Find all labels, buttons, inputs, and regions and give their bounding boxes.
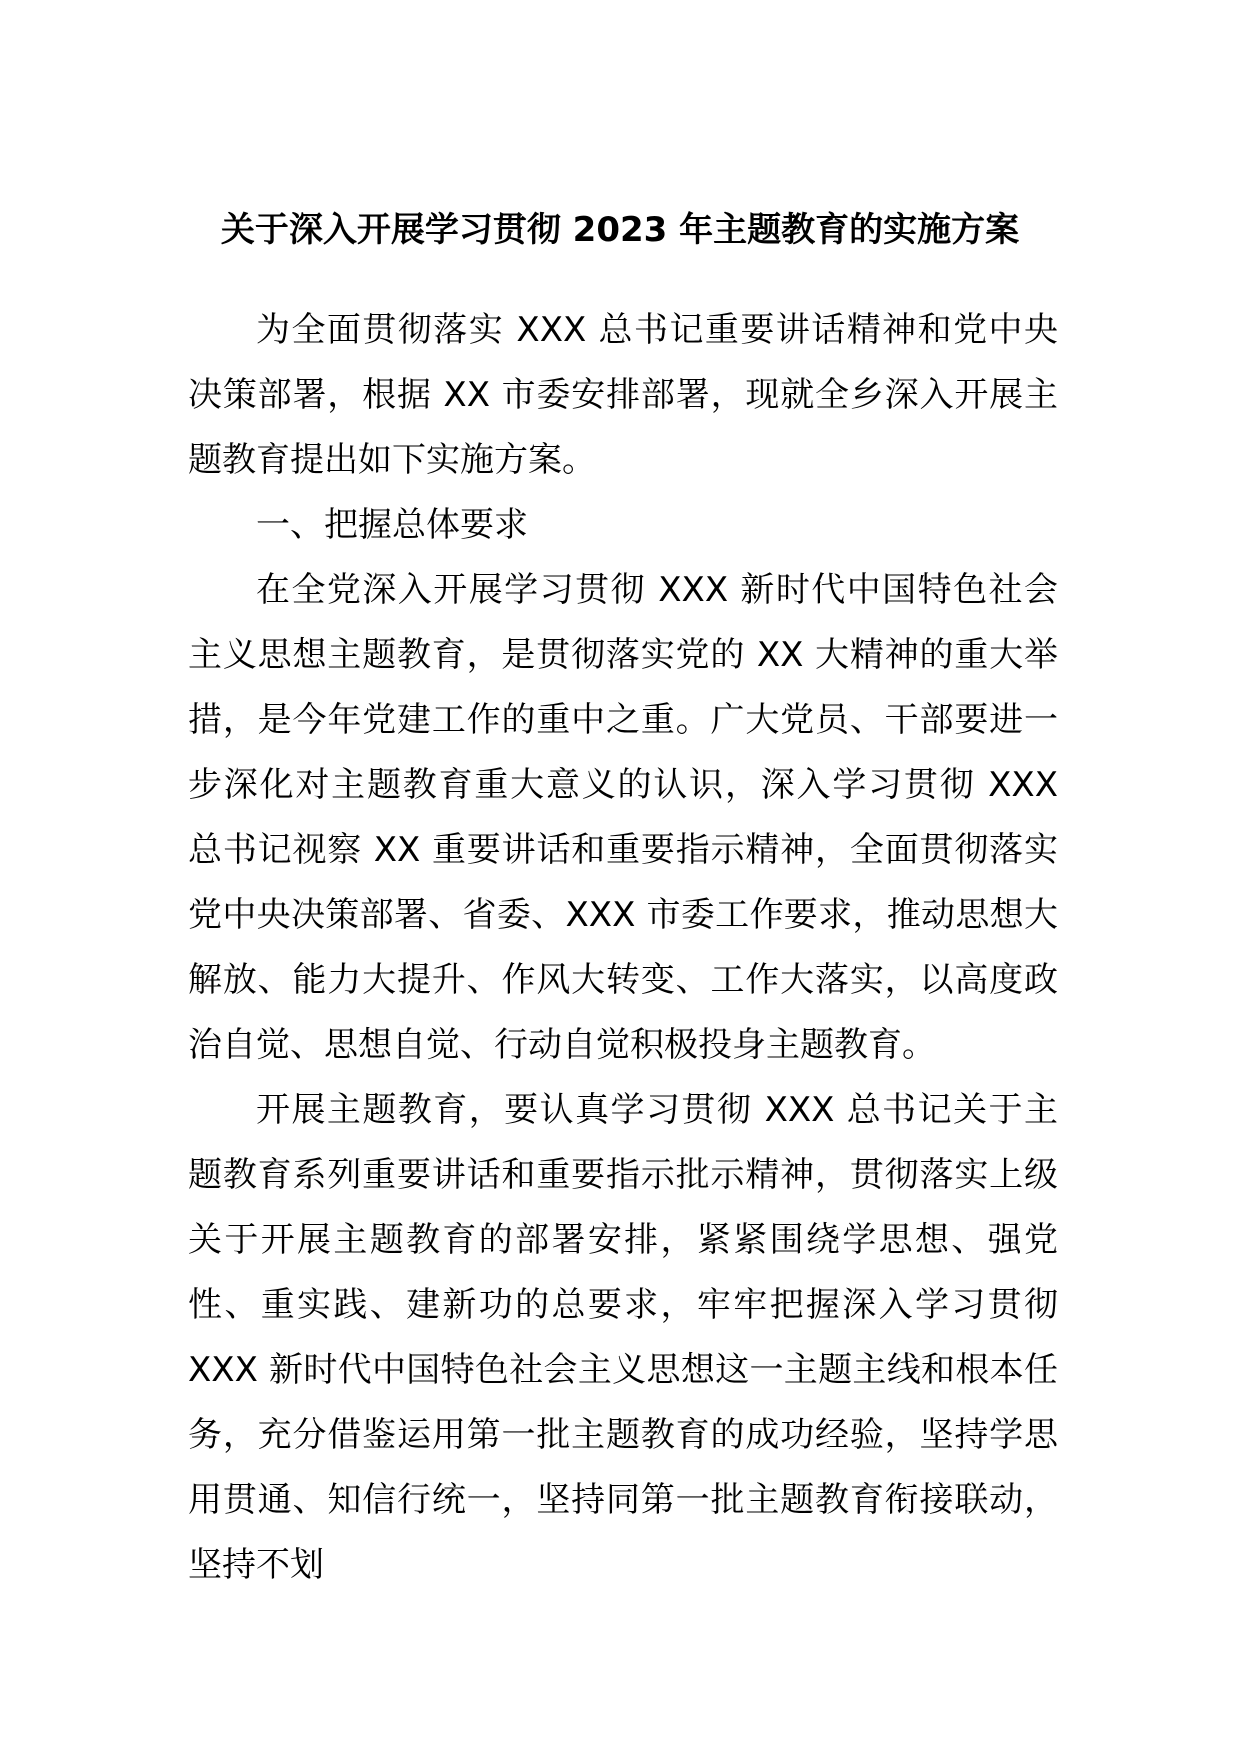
body-paragraph-2: 开展主题教育，要认真学习贯彻 XXX 总书记关于主题教育系列重要讲话和重要指示批示精神，贯彻落实上级关于开展主题教育的部署安排，紧紧围绕学思想、强党性、重实践、建新功的总要求，牢牢把握深入学习贯彻 XXX 新时代中国特色社会主义思想这一主题主线和根本任务，充分借鉴运用第一批主题教育的成功经验，坚持学思用贯通、知信行统一，坚持同第一批主题教育衔接联动，坚持不划 [188,1090,1058,1585]
intro-paragraph: 为全面贯彻落实 XXX 总书记重要讲话精神和党中央决策部署，根据 XX 市委安排部署，现就全乡深入开展主题教育提出如下实施方案。 [188,310,1058,480]
body-paragraph-1: 在全党深入开展学习贯彻 XXX 新时代中国特色社会主义思想主题教育，是贯彻落实党的 XX 大精神的重大举措，是今年党建工作的重中之重。广大党员、干部要进一步深化对主题教育重大意义的认识，深入学习贯彻 XXX 总书记视察 XX 重要讲话和重要指示精神，全面贯彻落实党中央决策部署、省委、XXX 市委工作要求，推动思想大解放、能力大提升、作风大转变、工作大落实，以高度政治自觉、思想自觉、行动自觉积极投身主题教育。 [188,570,1058,1065]
document-body [188,298,1058,1598]
section-heading-1: 一、把握总体要求 [256,505,528,545]
document-title: 关于深入开展学习贯彻 2023 年主题教育的实施方案 [220,210,1020,250]
